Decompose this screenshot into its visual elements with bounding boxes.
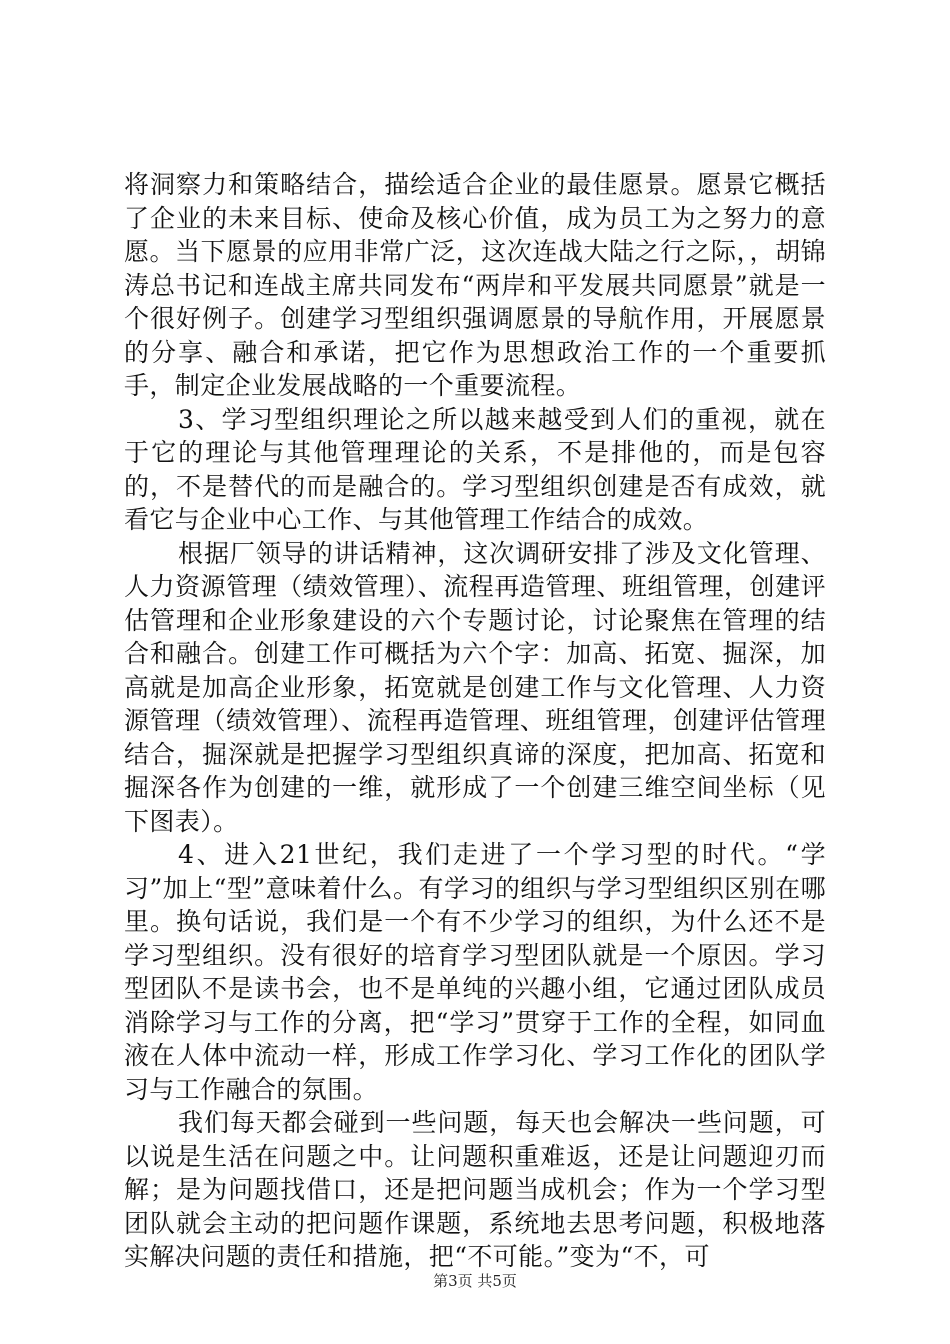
paragraph-point-4: 4、进入21世纪，我们走进了一个学习型的时代。“学习”加上“型”意味着什么。有学习的组织与学习型组织区别在哪里。换句话说，我们是一个有不少学习的组织，为什么还不是学习型组织。没有很好的培育学习型团队就是一个原因。学习型团队不是读书会，也不是单纯的兴趣小组，它通过团队成员消除学习与工作的分离，把“学习”贯穿于工作的全程，如同血液在人体中流动一样，形成工作学习化、学习工作化的团队学习与工作融合的氛围。 <box>124 840 826 1104</box>
page-number-label: 第3页 共5页 <box>433 1272 517 1290</box>
paragraph-vision: 将洞察力和策略结合，描绘适合企业的最佳愿景。愿景它概括了企业的未来目标、使命及核心价值，成为员工为之努力的意愿。当下愿景的应用非常广泛，这次连战大陆之行之际，，胡锦涛总书记和连战主席共同发布“两岸和平发展共同愿景”就是一个很好例子。创建学习型组织强调愿景的导航作用，开展愿景的分享、融合和承诺，把它作为思想政治工作的一个重要抓手，制定企业发展战略的一个重要流程。 <box>124 170 826 400</box>
page-footer <box>0 1271 950 1291</box>
paragraph-research-topics: 根据厂领导的讲话精神，这次调研安排了涉及文化管理、人力资源管理（绩效管理）、流程再造管理、班组管理，创建评估管理和企业形象建设的六个专题讨论，讨论聚焦在管理的结合和融合。创建工作可概括为六个字：加高、拓宽、掘深，加高就是加高企业形象，拓宽就是创建工作与文化管理、人力资源管理（绩效管理）、流程再造管理、班组管理，创建评估管理结合，掘深就是把握学习型组织真谛的深度，把加高、拓宽和掘深各作为创建的一维，就形成了一个创建三维空间坐标（见下图表）。 <box>124 538 826 836</box>
paragraph-problems: 我们每天都会碰到一些问题，每天也会解决一些问题，可以说是生活在问题之中。让问题积重难返，还是让问题迎刃而解；是为问题找借口，还是把问题当成机会；作为一个学习型团队就会主动的把问题作课题，系统地去思考问题，积极地落实解决问题的责任和措施，把“不可能。”变为“不，可 <box>124 1108 826 1271</box>
document-body <box>124 168 826 1274</box>
paragraph-point-3: 3、学习型组织理论之所以越来越受到人们的重视，就在于它的理论与其他管理理论的关系，不是排他的，而是包容的，不是替代的而是融合的。学习型组织创建是否有成效，就看它与企业中心工作、与其他管理工作结合的成效。 <box>124 404 826 534</box>
